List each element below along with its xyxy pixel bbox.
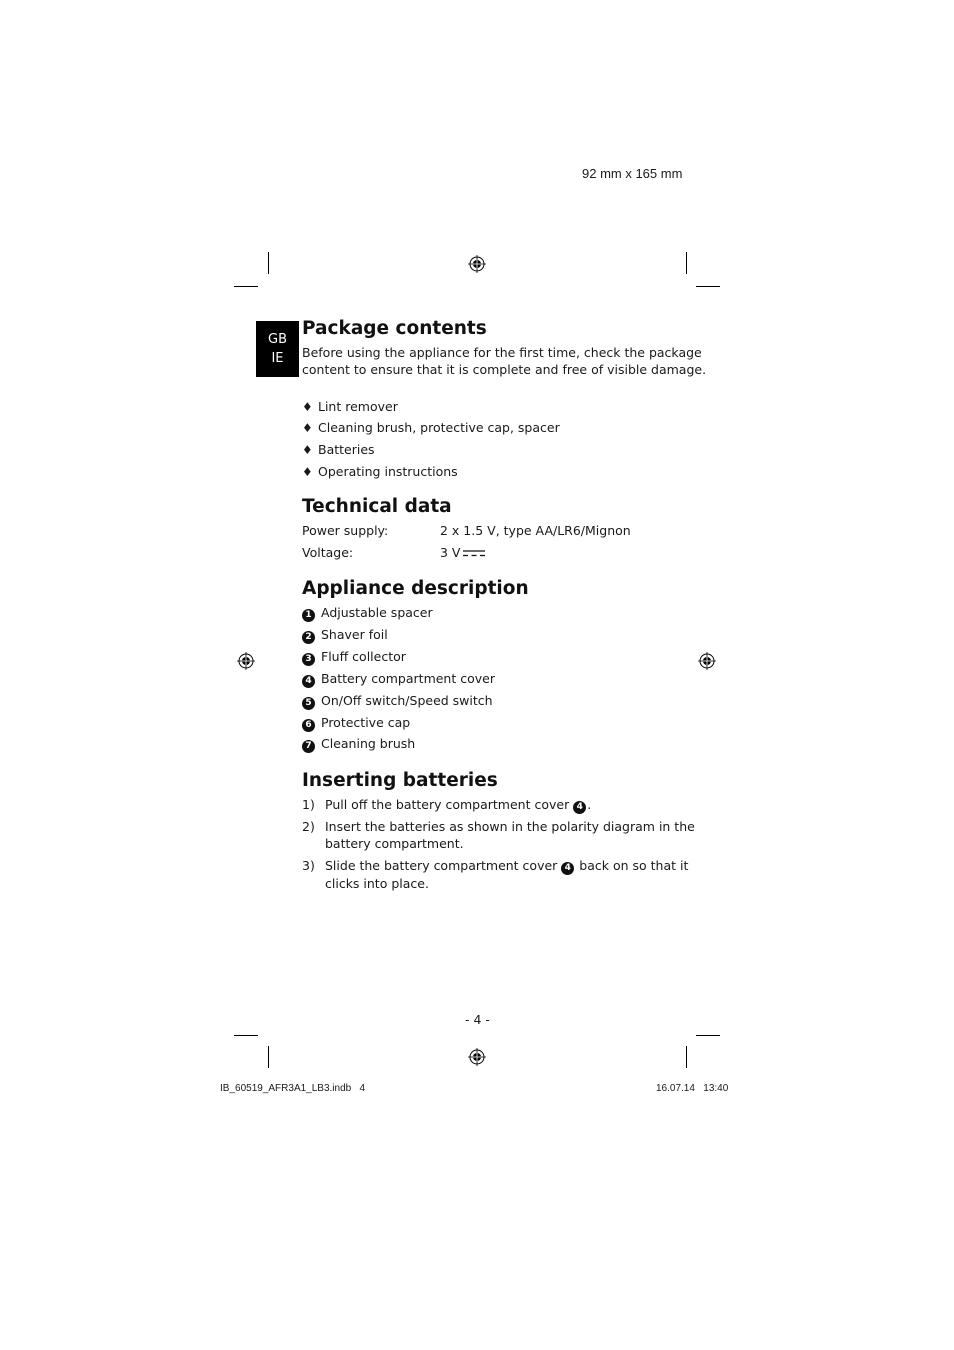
footer-date-time: 16.07.14 13:40 xyxy=(656,1083,729,1094)
language-tab xyxy=(256,321,299,377)
list-item-label: Adjustable spacer xyxy=(321,605,433,620)
number-badge: 7 xyxy=(302,740,315,753)
crop-mark xyxy=(234,1035,258,1036)
section-heading-technical-data: Technical data xyxy=(302,496,452,517)
number-badge: 3 xyxy=(302,653,315,666)
step-number: 3) xyxy=(302,858,315,873)
language-code: GB xyxy=(268,332,287,347)
registration-mark-icon xyxy=(698,652,716,670)
list-item-label: Batteries xyxy=(318,442,375,457)
step-text xyxy=(325,796,591,814)
step-number: 1) xyxy=(302,797,315,812)
spec-label: Power supply: xyxy=(302,523,389,538)
step-text-line: battery compartment. xyxy=(325,836,464,851)
step-text-part: Pull off the battery compartment cover xyxy=(325,797,570,812)
step-text xyxy=(325,818,695,852)
list-item-label: Lint remover xyxy=(318,399,398,414)
crop-mark xyxy=(234,286,258,287)
section-heading-inserting-batteries: Inserting batteries xyxy=(302,770,498,791)
list-item-label: Cleaning brush xyxy=(321,736,416,751)
section-heading-appliance-description: Appliance description xyxy=(302,578,529,599)
number-badge: 4 xyxy=(561,862,574,875)
spec-value: 2 x 1.5 V, type AA/LR6/Mignon xyxy=(440,523,631,538)
list-item xyxy=(302,420,560,435)
number-badge: 1 xyxy=(302,609,315,622)
step-text-line: Insert the batteries as shown in the polarity diagram in the xyxy=(325,819,695,834)
number-badge: 6 xyxy=(302,719,315,732)
spec-label: Voltage: xyxy=(302,545,354,560)
list-item xyxy=(302,605,433,622)
page-number: - 4 - xyxy=(465,1012,490,1027)
number-badge: 4 xyxy=(573,801,586,814)
crop-mark xyxy=(686,1046,687,1068)
step-text xyxy=(325,857,688,892)
number-badge: 2 xyxy=(302,631,315,644)
diamond-bullet-icon: ♦ xyxy=(302,443,313,457)
crop-mark xyxy=(696,286,720,287)
section-heading-package-contents: Package contents xyxy=(302,318,487,339)
spec-value: 3 V xyxy=(440,545,461,560)
package-intro xyxy=(302,344,706,378)
list-item-label: Fluff collector xyxy=(321,649,406,664)
registration-mark-icon xyxy=(468,255,486,273)
list-item-label: Battery compartment cover xyxy=(321,671,495,686)
step-number: 2) xyxy=(302,819,315,834)
step-text-part: Slide the battery compartment cover xyxy=(325,858,558,873)
spec-value-voltage xyxy=(440,544,485,561)
language-code: IE xyxy=(271,351,284,366)
list-item xyxy=(302,693,493,710)
list-item xyxy=(302,736,415,753)
number-badge: 4 xyxy=(302,675,315,688)
list-item-label: On/Off switch/Speed switch xyxy=(321,693,493,708)
package-intro-line: Before using the appliance for the first time, check the package xyxy=(302,345,702,360)
crop-mark xyxy=(686,252,687,274)
diamond-bullet-icon: ♦ xyxy=(302,400,313,414)
footer-file-info: IB_60519_AFR3A1_LB3.indb 4 xyxy=(220,1083,366,1094)
list-item-label: Cleaning brush, protective cap, spacer xyxy=(318,420,560,435)
package-intro-line: content to ensure that it is complete and free of visible damage. xyxy=(302,362,707,377)
list-item-label: Shaver foil xyxy=(321,627,388,642)
list-item xyxy=(302,464,458,479)
diamond-bullet-icon: ♦ xyxy=(302,465,313,479)
number-badge: 5 xyxy=(302,697,315,710)
list-item xyxy=(302,715,410,732)
direct-current-icon xyxy=(463,548,485,558)
registration-mark-icon xyxy=(237,652,255,670)
step-text-line: clicks into place. xyxy=(325,876,429,891)
list-item-label: Operating instructions xyxy=(318,464,458,479)
step-text-part: . xyxy=(587,797,592,812)
registration-mark-icon xyxy=(468,1048,486,1066)
crop-mark xyxy=(268,1046,269,1068)
list-item-label: Protective cap xyxy=(321,715,411,730)
list-item xyxy=(302,671,495,688)
diamond-bullet-icon: ♦ xyxy=(302,421,313,435)
crop-mark xyxy=(696,1035,720,1036)
list-item xyxy=(302,649,406,666)
format-note: 92 mm x 165 mm xyxy=(582,166,683,181)
crop-mark xyxy=(268,252,269,274)
list-item xyxy=(302,627,388,644)
list-item xyxy=(302,442,375,457)
list-item xyxy=(302,399,398,414)
step-text-part: back on so that it xyxy=(579,858,689,873)
